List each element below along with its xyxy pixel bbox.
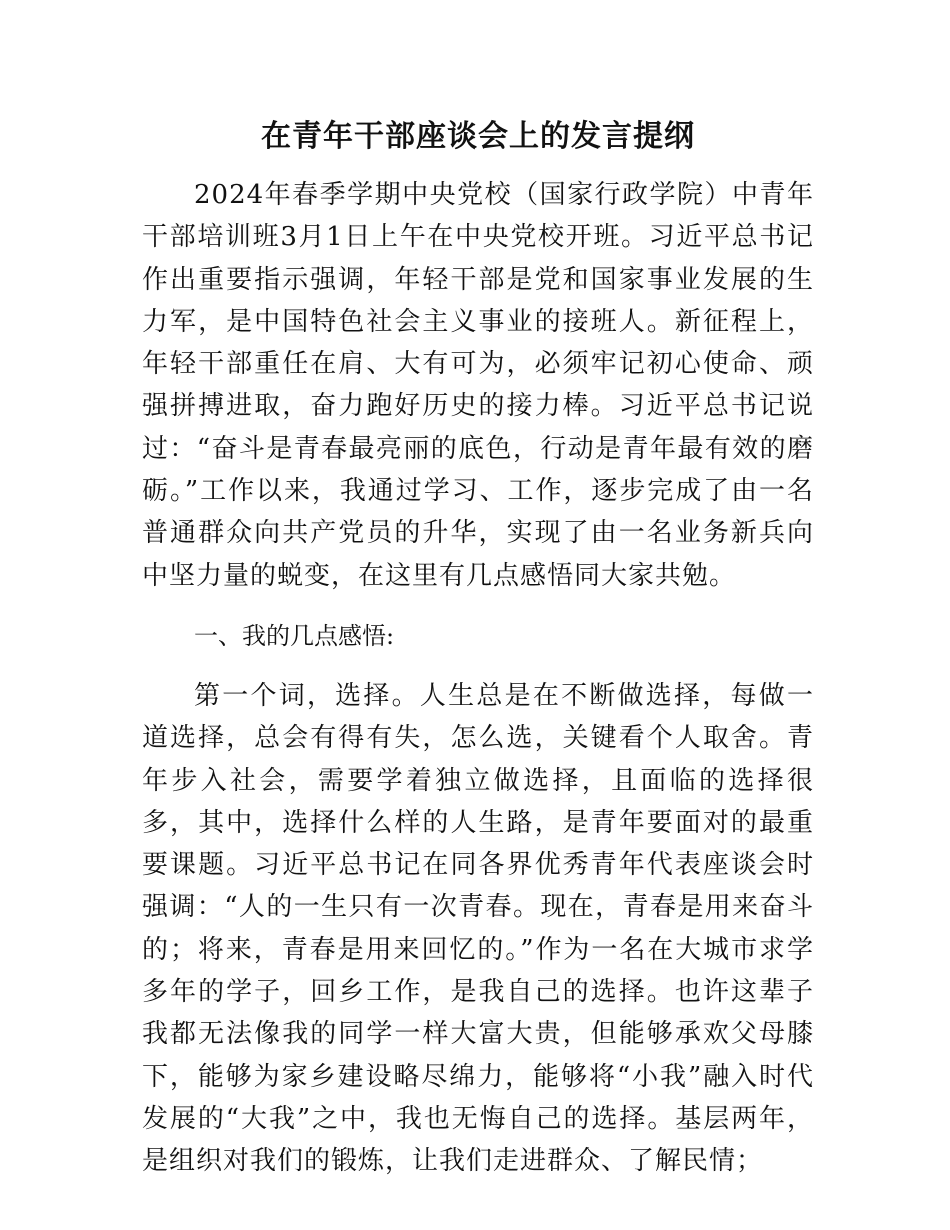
body-paragraph: 第一个词，选择。人生总是在不断做选择，每做一道选择，总会有得有失，怎么选，关键看个人取舍。青年步入社会，需要学着独立做选择，且面临的选择很多，其中，选择什么样的人生路，是青年要面对的最重要课题。习近平总书记在同各界优秀青年代表座谈会时强调：“人的一生只有一次青春。现在，青春是用来奋斗的；将来，青春是用来回忆的。”作为一名在大城市求学多年的学子，回乡工作，是我自己的选择。也许这辈子我都无法像我的同学一样大富大贵，但能够承欢父母膝下，能够为家乡建设略尽绵力，能够将“小我”融入时代发展的“大我”之中，我也无悔自己的选择。基层两年，是组织对我们的锻炼，让我们走进群众、了解民情； — [142, 680, 814, 1177]
intro-paragraph: 2024年春季学期中央党校（国家行政学院）中青年干部培训班3月1日上午在中央党校开班。习近平总书记作出重要指示强调，年轻干部是党和国家事业发展的生力军，是中国特色社会主义事业的接班人。新征程上，年轻干部重任在肩、大有可为，必须牢记初心使命、顽强拼搏进取，奋力跑好历史的接力棒。习近平总书记说过：“奋斗是青春最亮丽的底色，行动是青年最有效的磨砺。”工作以来，我通过学习、工作，逐步完成了由一名普通群众向共产党员的升华，实现了由一名业务新兵向中坚力量的蜕变，在这里有几点感悟同大家共勉。 — [142, 180, 814, 591]
section-heading: 一、我的几点感悟: — [194, 621, 395, 650]
document-page — [142, 108, 814, 1183]
document-title: 在青年干部座谈会上的发言提纲 — [261, 119, 695, 154]
